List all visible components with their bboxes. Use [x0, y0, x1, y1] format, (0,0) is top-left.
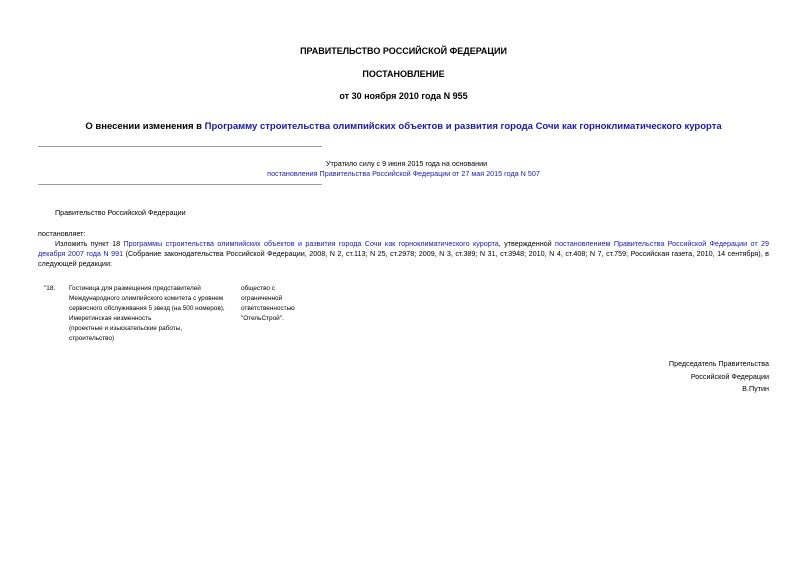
object-line: (проектные и изыскательские работы,: [69, 325, 183, 332]
document-title: [0, 121, 807, 132]
signature-org: Российской Федерации: [690, 371, 769, 381]
item-object-description: [69, 284, 239, 344]
object-line: строительство): [69, 335, 115, 342]
repeal-status-text: Утратило силу с 9 июня 2015 года на основании: [325, 159, 488, 168]
owner-line: ограниченной: [241, 295, 283, 302]
object-line: Имеретинская низменность: [69, 315, 152, 322]
item-number: "18.: [44, 285, 56, 292]
object-line: Гостиница для размещения представителей: [69, 285, 201, 292]
repeal-decree-link[interactable]: постановления Правительства Российской Федерации от 27 мая 2015 года N 507: [267, 169, 540, 178]
decrees-label: постановляет:: [38, 229, 86, 238]
program-link[interactable]: Программу строительства олимпийских объектов и развития города Сочи как горноклиматического курорта: [204, 121, 722, 132]
document-date-number: от 30 ноября 2010 года N 955: [339, 91, 468, 101]
government-name: ПРАВИТЕЛЬСТВО РОССИЙСКОЙ ФЕДЕРАЦИИ: [300, 46, 507, 56]
signature-title: Председатель Правительства: [668, 359, 769, 368]
title-prefix: О внесении изменения в: [85, 121, 205, 132]
approval-decree-link[interactable]: постановлением Правительства Российской Федерации от 29 декабря 2007 года N 991: [38, 239, 770, 258]
owner-line: общество с: [241, 285, 275, 292]
issuing-body: Правительство Российской Федерации: [55, 208, 186, 217]
item-owner: [241, 284, 331, 324]
owner-line: "ОтельСтрой".: [241, 315, 284, 322]
document-type: ПОСТАНОВЛЕНИЕ: [362, 69, 445, 79]
paragraph-start: Изложить пункт 18: [55, 239, 124, 248]
main-paragraph: [38, 239, 769, 269]
owner-line: ответственностью: [241, 305, 295, 312]
object-line: Международного олимпийского комитета с уровнем: [69, 295, 224, 302]
signature-block: [669, 358, 769, 396]
divider-top: [38, 146, 322, 147]
program-link-inline[interactable]: Программы строительства олимпийских объектов и развития города Сочи как горноклиматического курорта: [123, 239, 499, 248]
signature-name: В.Путин: [742, 384, 769, 393]
divider-bottom: [38, 184, 322, 185]
paragraph-end: (Собрание законодательства Российской Федерации, 2008, N 2, ст.113; N 25, ст.2978; 2009, N 3, ст.389; N 31, ст.3948; 2010, N 4, ст.408; N 7, ст.759; Российская газета, 2010, 14 сентября), в следующей редакции:: [38, 249, 770, 268]
paragraph-mid: , утвержденной: [498, 239, 556, 248]
repeal-status: [0, 159, 807, 179]
object-line: сервисного обслуживания 5 звезд (на 500 номеров),: [69, 305, 225, 312]
